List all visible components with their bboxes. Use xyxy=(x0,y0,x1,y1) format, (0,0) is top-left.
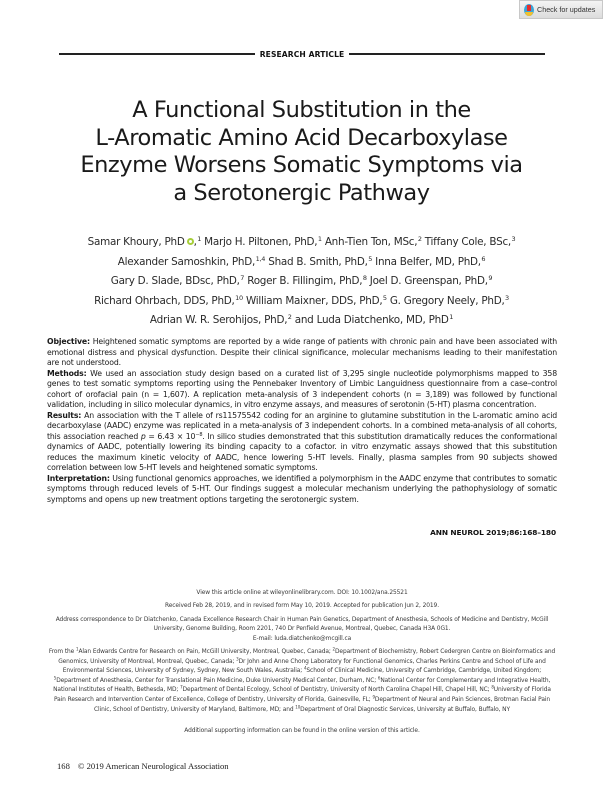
article-title xyxy=(40,97,563,207)
abstract-methods xyxy=(47,369,557,411)
author: Gary D. Slade, BDsc, PhD, xyxy=(110,275,240,288)
received-dates: Received Feb 28, 2019, and in revised form May 10, 2019. Accepted for publication Jun 2, 2019. xyxy=(165,603,439,609)
email-label: E-mail: xyxy=(252,635,275,642)
address-text: Address correspondence to Dr Diatchenko, Canada Excellence Research Chair in Human Pain Genetics, Department of Anesthesia, Schools of Medicine and Dentistry, McGill University, Genome Building, Room 2201, 740 Dr Penfield Avenue, Montreal, Quebec, Canada H3A 0G1. xyxy=(55,617,549,633)
affiliation-number: 6 xyxy=(377,675,381,681)
orcid-icon[interactable] xyxy=(187,238,194,245)
title-line: Enzyme Worsens Somatic Symptoms via xyxy=(80,152,523,178)
affiliation: Department of Biochemistry, Robert Cedergren Centre on Bioinformatics and Genomics, University of Montreal, Montreal, Quebec, Canada; xyxy=(58,649,556,665)
affiliation: University of Florida Pain Research and Intervention Center of Excellence, College of Dentistry, University of Florida, Gainesville, FL; xyxy=(53,687,551,703)
author-affiliation: 1 xyxy=(317,235,322,243)
author-affiliation: 2 xyxy=(287,313,292,322)
abstract-interpretation xyxy=(47,474,557,506)
affiliation-number: 1 xyxy=(75,646,79,652)
author-affiliation: 5 xyxy=(368,254,373,263)
affiliation: Department of Neural and Pain Sciences, Brotman Facial Pain Clinic, School of Dentistry, University of Maryland, Baltimore, MD; and xyxy=(94,696,551,713)
journal-citation: ANN NEUROL 2019;86:168–180 xyxy=(430,528,556,537)
title-line: L-Aromatic Amino Acid Decarboxylase xyxy=(95,124,508,151)
author-affiliation: 3 xyxy=(511,235,516,243)
affiliation-number: 8 xyxy=(491,684,494,690)
affiliation-number: 10 xyxy=(295,704,301,710)
copyright: © 2019 American Neurological Association xyxy=(77,761,229,771)
abstract xyxy=(47,337,557,505)
affiliation: Alan Edwards Centre for Research on Pain, McGill University, Montreal, Quebec, Canada; xyxy=(78,649,333,655)
abstract-text: An association with the T allele of rs11575542 coding for an arginine to glutamine substitution in the L-aromatic amino acid decarboxylase (AADC) enzyme was replicated in a meta-analysis of 3 independent cohorts. In a combined meta-analysis of all cohorts, this association reached xyxy=(47,410,557,441)
abstract-text: We used an association study design based on a curated list of 3,295 single nucleotide polymorphisms mapped to 358 genes to test somatic symptoms reporting using the Pennebaker Inventory of Limbic Languidness questionnaire from a case–control cohort of orofacial pain (n = 1,607). A replication meta-analysis of 3 independent cohorts (n = 3,189) was followed by functional validation, including in silico molecular dynamics, in vitro enzyme assays, and measures of serotonin (5-HT) plasma concentration. xyxy=(47,368,557,409)
check-for-updates-badge[interactable] xyxy=(519,0,603,19)
author: Alexander Samoshkin, PhD, xyxy=(117,255,256,268)
author-affiliation: 3 xyxy=(505,293,509,302)
affiliation-number: 7 xyxy=(180,684,183,690)
author: Adrian W. R. Serohijos, PhD, xyxy=(149,314,288,327)
crossmark-icon xyxy=(524,4,534,16)
affiliation-number: 4 xyxy=(303,665,307,671)
email-line xyxy=(47,635,557,644)
author: William Maixner, DDS, PhD, xyxy=(245,294,383,307)
author-affiliation: 1 xyxy=(449,313,454,322)
abstract-heading: Results: xyxy=(47,410,82,420)
author-affiliation: 8 xyxy=(362,274,367,283)
affiliation-number: 2 xyxy=(332,646,335,652)
author: Anh-Tien Ton, MSc, xyxy=(324,236,418,248)
affiliations-intro: From the xyxy=(48,649,76,655)
author: Joel D. Greenspan, PhD, xyxy=(369,275,488,288)
author: Marjo H. Piltonen, PhD, xyxy=(204,236,318,248)
author: Roger B. Fillingim, PhD, xyxy=(247,275,363,288)
author: and Luda Diatchenko, MD, PhD xyxy=(294,314,449,327)
affiliation: Dr John and Anne Chong Laboratory for Functional Genomics, Charles Perkins Centre and School of Life and Environmental Sciences, University of Sydney, Sydney, New South Wales, Australia; xyxy=(62,658,546,675)
author: Tiffany Cole, BSc, xyxy=(424,236,511,248)
section-label: RESEARCH ARTICLE xyxy=(259,49,345,59)
abstract-heading: Objective: xyxy=(47,337,90,346)
abstract-results xyxy=(47,411,557,474)
supporting-info-note: Additional supporting information can be found in the online version of this article. xyxy=(184,728,420,734)
author: Inna Belfer, MD, PhD, xyxy=(375,255,481,268)
author-affiliation: 5 xyxy=(382,293,387,302)
affiliation: National Center for Complementary and Integrative Health, National Institutes of Health, Bethesda, MD; xyxy=(53,677,551,694)
online-doi-note xyxy=(47,589,557,598)
rule-right xyxy=(349,53,545,54)
section-header xyxy=(59,47,545,61)
title-line: a Serotonergic Pathway xyxy=(173,179,430,206)
abstract-heading: Methods: xyxy=(47,368,87,378)
author-list: Samar Khoury, PhD ,$^1$ Marjo H. Piltonen, PhD,$^1$ Anh-Tien Ton, MSc,$^2$ Tiffany Cole, BSc,$^3$ Alexander Samoshkin, PhD,$^{1,4}$ Shad B. Smith, PhD,$^5$ Inna Belfer, MD, PhD,$^6$ Gary D. Slade, BDsc, PhD,$^7$ Roger B. Fillingim, PhD,$^8$ Joel D. Greenspan, PhD,$^9$ Richard Ohrbach, DDS, PhD,$^{10}$ William Maixner, DDS, PhD,$^5$ G. Gregory Neely, PhD,$^3$ Adrian W. R. Serohijos, PhD,$^2$ and Luda Diatchenko, MD, PhD$^1$ xyxy=(87,235,516,327)
correspondence-address xyxy=(47,616,557,644)
affiliation: School of Clinical Medicine, University of Cambridge, Cambridge, United Kingdom; xyxy=(306,668,542,675)
page-footer xyxy=(57,761,229,771)
author: Richard Ohrbach, DDS, PhD, xyxy=(94,294,235,307)
email-link[interactable]: luda.diatchenko@mcgill.ca xyxy=(274,635,352,642)
affiliation: Department of Dental Ecology, School of Dentistry, University of North Carolina Chapel Hill, Chapel Hill, NC; xyxy=(182,687,492,694)
author-affiliation: 1 xyxy=(197,235,202,243)
abstract-objective xyxy=(47,337,557,369)
author-affiliation: 7 xyxy=(240,274,245,283)
affiliation-number: 5 xyxy=(53,675,57,681)
author-affiliation: 1,4 xyxy=(255,254,266,263)
author: Samar Khoury, PhD xyxy=(87,236,185,248)
check-for-updates-label: Check for updates xyxy=(537,5,596,14)
p-symbol: p xyxy=(140,431,146,441)
abstract-text: Heightened somatic symptoms are reported by a wide range of patients with chronic pain and have been associated with emotional distress and physical dysfunction. Despite their clinical significance, molecular mechanisms leading to their manifestation are not understood. xyxy=(47,337,557,367)
affiliation-number: 3 xyxy=(236,656,239,662)
affiliation: Department of Anesthesia, Center for Translational Pain Medicine, Duke University Medical Center, Durham, NC; xyxy=(56,677,378,684)
affiliations xyxy=(47,648,557,715)
author: Shad B. Smith, PhD, xyxy=(268,255,368,268)
author-affiliation: 9 xyxy=(488,274,493,283)
page-number: 168 xyxy=(57,761,70,771)
doi-text[interactable]: View this article online at wileyonlinelibrary.com. DOI: 10.1002/ana.25521 xyxy=(196,590,408,596)
author-affiliation: 6 xyxy=(481,254,486,263)
abstract-text: Using functional genomics approaches, we identified a polymorphism in the AADC enzyme that contributes to somatic symptoms through reduced levels of 5-HT. Our findings suggest a molecular mechanism underlying the pathophysiology of somatic symptoms and opens up new treatment options targeting the serotonergic system. xyxy=(47,473,557,504)
affiliation-number: 9 xyxy=(372,694,375,700)
p-exponent: −8 xyxy=(195,431,203,438)
author-affiliation: 2 xyxy=(417,235,422,243)
affiliation: Department of Oral Diagnostic Services, University at Buffalo, Buffalo, NY xyxy=(300,706,510,713)
abstract-heading: Interpretation: xyxy=(47,473,110,483)
abstract-text: . In silico studies demonstrated that this substitution dramatically reduces the conformational dynamics of AADC, potentially lowering its binding capacity to a cofactor. in vitro enzymatic assays showed that this substitution reduces the maximum kinetic velocity of AADC, hence lowering 5-HT levels. Finally, plasma samples from 90 subjects showed correlation between low 5-HT levels and heightened somatic symptoms. xyxy=(47,431,557,472)
author: G. Gregory Neely, PhD, xyxy=(389,294,505,307)
p-value: = 6.43 × 10 xyxy=(145,431,196,441)
title-line: A Functional Substitution in the xyxy=(132,97,471,123)
author-affiliation: 10 xyxy=(235,293,243,302)
rule-left xyxy=(59,53,255,54)
